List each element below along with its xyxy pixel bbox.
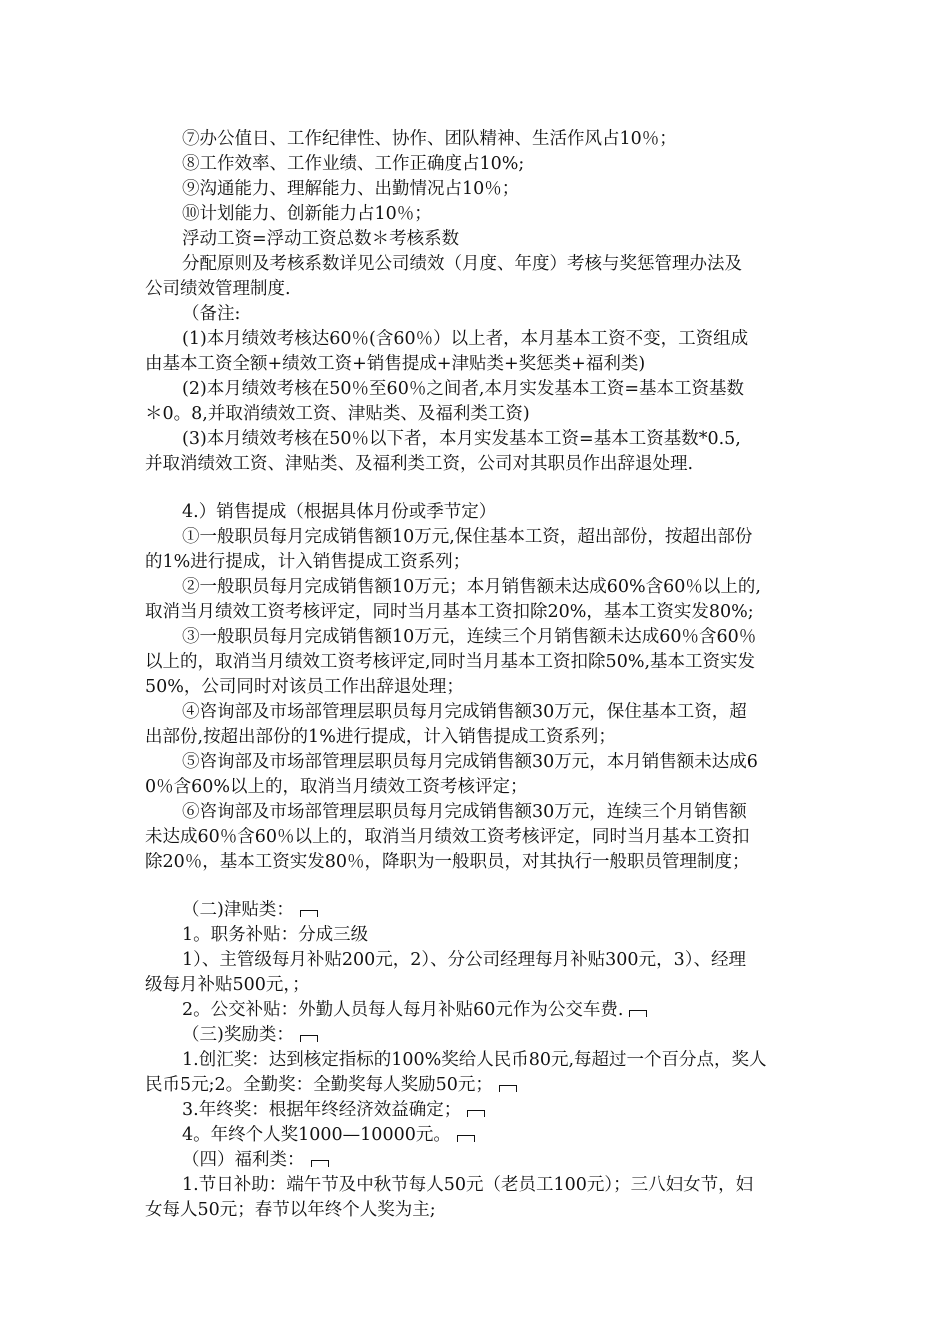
text-line: 由基本工资全额+绩效工资+销售提成+津贴类+奖惩类+福利类) (145, 354, 646, 374)
text-line: 未达成60％含60％以上的，取消当月绩效工资考核评定，同时当月基本工资扣 (145, 827, 750, 847)
text-line: (2)本月绩效考核在50％至60％之间者,本月实发基本工资=基本工资基数 (182, 379, 745, 399)
text-line: 4.）销售提成（根据具体月份或季节定） (182, 502, 497, 522)
text-line: 的1%进行提成，计入销售提成工资系列； (145, 552, 471, 572)
text-line: (1)本月绩效考核达60％(含60％）以上者，本月基本工资不变，工资组成 (182, 329, 749, 349)
text-line: 级每月补贴500元，； (145, 975, 310, 995)
text-line: 浮动工资=浮动工资总数＊考核系数 (182, 229, 460, 249)
text-line: ③一般职员每月完成销售额10万元，连续三个月销售额未达成60％含60％ (182, 627, 757, 647)
placeholder-mark-icon (311, 1160, 329, 1167)
placeholder-mark-icon (629, 1010, 647, 1017)
text-line: 除20％，基本工资实发80％，降职为一般职员，对其执行一般职员管理制度； (145, 852, 750, 872)
section-heading: （三)奖励类： (182, 1023, 318, 1047)
text-line: 公司绩效管理制度. (145, 279, 291, 299)
placeholder-mark-icon (300, 1035, 318, 1042)
text-line: （备注: (182, 304, 241, 324)
text-line: ＊0。8,并取消绩效工资、津贴类、及福利类工资) (145, 404, 530, 424)
text-line: 1.节日补助：端午节及中秋节每人50元（老员工100元）；三八妇女节，妇 (182, 1175, 754, 1195)
text-line: (3)本月绩效考核在50％以下者，本月实发基本工资=基本工资基数*0.5, (182, 429, 741, 449)
placeholder-mark-icon (457, 1135, 475, 1142)
section-heading: （四）福利类： (182, 1148, 329, 1172)
text-line: 分配原则及考核系数详见公司绩效（月度、年度）考核与奖惩管理办法及 (182, 254, 742, 274)
text-line: 出部份,按超出部份的1%进行提成，计入销售提成工资系列； (145, 727, 616, 747)
placeholder-mark-icon (300, 910, 318, 917)
text-line: 女每人50元；春节以年终个人奖为主; (145, 1200, 436, 1220)
text-line: ⑧工作效率、工作业绩、工作正确度占10%; (182, 154, 525, 174)
text-line: ①一般职员每月完成销售额10万元,保住基本工资，超出部份，按超出部份 (182, 527, 753, 547)
text-line: 1。职务补贴：分成三级 (182, 925, 369, 945)
placeholder-mark-icon (499, 1085, 517, 1092)
text-line: 民币5元;2。全勤奖：全勤奖每人奖励50元； (145, 1073, 517, 1097)
text-line: ④咨询部及市场部管理层职员每月完成销售额30万元，保住基本工资，超 (182, 702, 747, 722)
text-line: 取消当月绩效工资考核评定，同时当月基本工资扣除20%，基本工资实发80%; (145, 602, 754, 622)
text-line: 2。公交补贴：外勤人员每人每月补贴60元作为公交车费. (182, 998, 647, 1022)
text-line: ②一般职员每月完成销售额10万元；本月销售额未达成60%含60％以上的, (182, 577, 761, 597)
text-line: 1.创汇奖：达到核定指标的100%奖给人民币80元,每超过一个百分点，奖人 (182, 1050, 767, 1070)
text-line: 4。年终个人奖1000—10000元。 (182, 1123, 475, 1147)
text-line: ⑦办公值日、工作纪律性、协作、团队精神、生活作风占10％； (182, 129, 677, 149)
text-line: 并取消绩效工资、津贴类、及福利类工资，公司对其职员作出辞退处理. (145, 454, 694, 474)
text-line: ⑩计划能力、创新能力占10％； (182, 204, 432, 224)
text-line: 3.年终奖：根据年终经济效益确定； (182, 1098, 485, 1122)
text-line: 50%，公司同时对该员工作出辞退处理； (145, 677, 464, 697)
text-line: 1）、主管级每月补贴200元，2）、分公司经理每月补贴300元，3）、经理 (182, 950, 746, 970)
text-line: ⑤咨询部及市场部管理层职员每月完成销售额30万元，本月销售额未达成6 (182, 752, 758, 772)
section-heading: （二)津贴类： (182, 898, 318, 922)
text-line: 0％含60%以上的，取消当月绩效工资考核评定； (145, 777, 528, 797)
text-line: 以上的，取消当月绩效工资考核评定,同时当月基本工资扣除50%,基本工资实发 (145, 652, 756, 672)
text-line: ⑨沟通能力、理解能力、出勤情况占10％； (182, 179, 520, 199)
text-line: ⑥咨询部及市场部管理层职员每月完成销售额30万元，连续三个月销售额 (182, 802, 747, 822)
placeholder-mark-icon (467, 1110, 485, 1117)
